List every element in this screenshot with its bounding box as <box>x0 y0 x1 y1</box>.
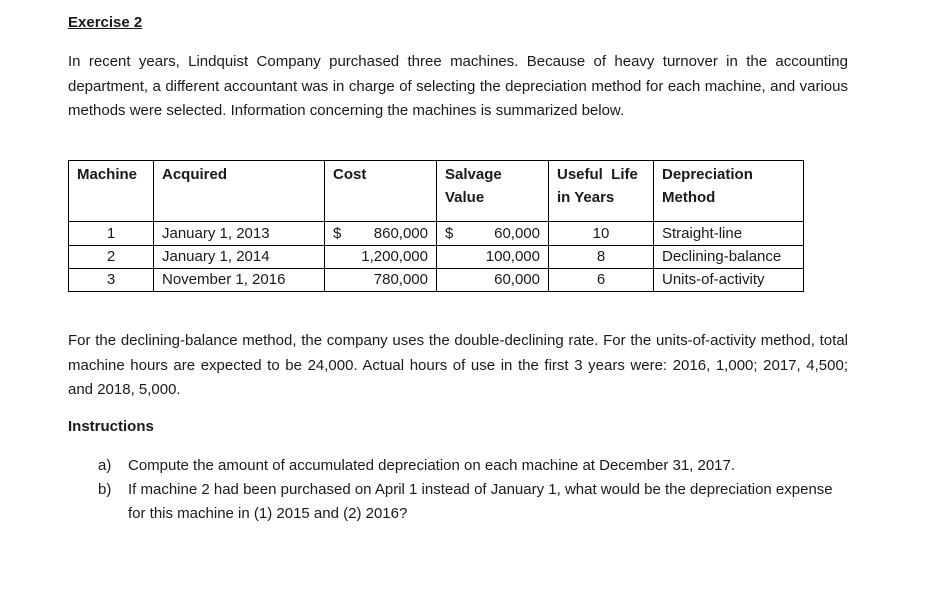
header-life-line1: Useful Life <box>557 166 638 183</box>
header-salvage-value <box>437 161 549 222</box>
cell-salvage: 60,000 <box>437 269 549 292</box>
cell-acquired: January 1, 2013 <box>154 222 325 246</box>
method-details-paragraph: For the declining-balance method, the company uses the double-declining rate. For the units-of-activity method, total machine hours are expected to be 24,000. Actual hours of use in the first 3 years were: 2016, 1,000; 2017, 4,500; and 2018, 5,000. <box>68 332 848 398</box>
cell-machine: 1 <box>69 222 154 246</box>
list-marker: b) <box>98 481 112 498</box>
cell-method: Straight-line <box>654 222 804 246</box>
table-row <box>69 246 804 269</box>
cost-value: 860,000 <box>373 225 428 242</box>
cell-useful-life: 10 <box>549 222 654 246</box>
cell-salvage: 100,000 <box>437 246 549 269</box>
cell-machine: 2 <box>69 246 154 269</box>
currency-symbol: $ <box>445 225 454 242</box>
list-item <box>98 454 850 478</box>
list-item-text: If machine 2 had been purchased on April 1 instead of January 1, what would be the depreciation expense for this machine in (1) 2015 and (2) 2016? <box>128 481 833 522</box>
list-item <box>98 478 850 526</box>
list-marker: a) <box>98 457 112 474</box>
header-useful-life <box>549 161 654 222</box>
header-life-line2: in Years <box>557 189 615 206</box>
cell-cost: 780,000 <box>325 269 437 292</box>
instructions-list <box>98 454 850 526</box>
salvage-value: 60,000 <box>494 225 540 242</box>
exercise-title: Exercise 2 <box>68 14 143 31</box>
header-salvage-line1: Salvage <box>445 166 502 183</box>
header-machine: Machine <box>69 161 154 222</box>
table-header-row <box>69 161 804 222</box>
instructions-heading: Instructions <box>68 418 154 435</box>
currency-symbol: $ <box>333 225 342 242</box>
header-salvage-line2: Value <box>445 189 485 206</box>
header-cost: Cost <box>325 161 437 222</box>
cell-acquired: January 1, 2014 <box>154 246 325 269</box>
cell-method: Declining-balance <box>654 246 804 269</box>
header-method-line2: Method <box>662 189 716 206</box>
cell-method: Units-of-activity <box>654 269 804 292</box>
cell-acquired: November 1, 2016 <box>154 269 325 292</box>
cell-useful-life: 6 <box>549 269 654 292</box>
header-acquired: Acquired <box>154 161 325 222</box>
intro-paragraph: In recent years, Lindquist Company purchased three machines. Because of heavy turnover in the accounting department, a different accountant was in charge of selecting the depreciation method for each machine, and various methods were selected. Information concerning the machines is summarized below. <box>68 53 848 119</box>
table-row <box>69 222 804 246</box>
cell-cost <box>325 222 437 246</box>
cell-cost: 1,200,000 <box>325 246 437 269</box>
cell-useful-life: 8 <box>549 246 654 269</box>
table-row <box>69 269 804 292</box>
machines-table <box>68 160 804 292</box>
list-item-text: Compute the amount of accumulated depreciation on each machine at December 31, 2017. <box>128 457 736 474</box>
header-method-line1: Depreciation <box>662 166 753 183</box>
cell-salvage <box>437 222 549 246</box>
cell-machine: 3 <box>69 269 154 292</box>
header-depreciation-method <box>654 161 804 222</box>
